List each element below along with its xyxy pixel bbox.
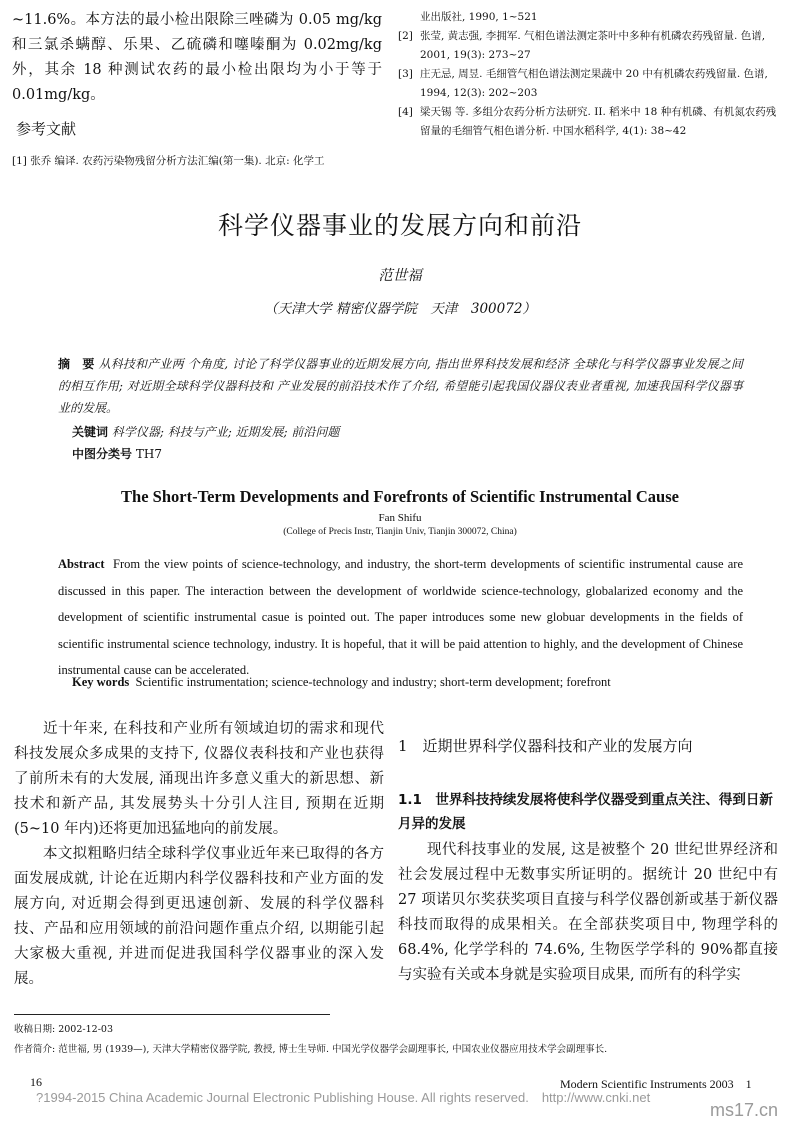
references-right-column — [398, 8, 783, 141]
continuation-text-block — [12, 8, 382, 108]
chinese-keywords — [72, 421, 339, 443]
abstract-label: 摘 要 — [58, 357, 95, 371]
section-heading: 1 近期世界科学仪器科技和产业的发展方向 — [398, 737, 693, 755]
english-affiliation: (College of Precis Instr, Tianjin Univ, Tianjin 300072, China) — [283, 527, 517, 537]
reference-text: 梁天锡 等. 多组分农药分析方法研究. II. 稻米中 18 种有机磷、有机氮农药残留量的毛细管气相色谱分析. 中国水稻科学, 4(1): 38~42 — [420, 106, 777, 137]
reference-item-1-continued — [398, 8, 783, 27]
body-left-column — [14, 717, 384, 992]
english-abstract — [58, 551, 743, 684]
keywords-label: 关键词 — [72, 425, 109, 439]
reference-number: [3] — [398, 68, 413, 80]
footnote-received-date: 收稿日期: 2002-12-03 — [14, 1024, 113, 1035]
reference-number: [4] — [398, 106, 413, 118]
references-title: 参考文献 — [16, 120, 77, 138]
reference-item-1 — [12, 152, 392, 171]
article-affiliation: （天津大学 精密仪器学院 天津 300072） — [264, 301, 536, 317]
reference-item-4 — [398, 103, 783, 141]
reference-text: 业出版社, 1990, 1~521 — [420, 11, 538, 23]
reference-item-3 — [398, 65, 783, 103]
body-paragraph: 现代科技事业的发展, 这是被整个 20 世纪世界经济和社会发展过程中无数事实所证明的。据统计 20 世纪中有 27 项诺贝尔奖获奖项目直接与科学仪器创新或基于新仪器科技而取得的成果相关。在全部获奖项目中, 物理学科的 68.4%, 化学学科的 74.6%, 生物医学学科的 90%都直接与实验有关或本身就是实验项目成果, 而所有的科学实 — [398, 842, 778, 983]
footnote-divider — [14, 1014, 330, 1015]
clc-label: 中图分类号 — [72, 447, 133, 461]
english-keywords-text: Scientific instrumentation; science-technology and industry; short-term development; forefront — [135, 675, 611, 689]
body-paragraph: 本文拟粗略归结全球科学仪事业近年来已取得的各方面发展成就, 计论在近期内科学仪器科技和产业方面的发展方向, 对近期会得到更迅速创新、发展的科学仪器科技、产品和应用领域的前沿问题作重点介绍, 以期能引起大家极大重视, 并进而促进我国科学仪器事业的深入发展。 — [14, 846, 384, 987]
english-abstract-label: Abstract — [58, 557, 105, 571]
reference-number — [398, 8, 420, 27]
reference-text: 庄无忌, 周昱. 毛细管气相色谱法测定果蔬中 20 中有机磷农药残留量. 色谱, 1994, 12(3): 202~203 — [420, 68, 768, 99]
footnote-author-bio: 作者简介: 范世福, 男 (1939—), 天津大学精密仪器学院, 教授, 博士生导师. 中国光学仪器学会副理事长, 中国农业仪器应用技术学会副理事长. — [14, 1044, 608, 1055]
reference-number: [2] — [398, 30, 413, 42]
reference-text: 张乔 编译. 农药污染物残留分析方法汇编(第一集). 北京: 化学工 — [30, 155, 325, 167]
copyright-notice: ?1994-2015 China Academic Journal Electronic Publishing House. All rights reserved. http://www.cnki.net — [36, 1090, 651, 1105]
article-title: 科学仪器事业的发展方向和前沿 — [217, 211, 582, 240]
continuation-paragraph: ~11.6%。本方法的最小检出限除三唑磷为 0.05 mg/kg和三氯杀螨醇、乐果、乙硫磷和噻嗪酮为 0.02mg/kg外，其余 18 种测试农药的最小检出限均为小于等于 0.01mg/kg。 — [12, 12, 382, 103]
english-title: The Short-Term Developments and Forefronts of Scientific Instrumental Cause — [121, 487, 679, 506]
reference-number: [1] — [12, 155, 27, 167]
keywords-text: 科学仪器; 科技与产业; 近期发展; 前沿问题 — [111, 425, 340, 439]
english-abstract-text: From the view points of science-technology, and industry, the short-term developments of scientific instrumental cause are discussed in this paper. The interaction between the development of worldwide science-technology, globalarized economy and the development of scientific instrumental casue is pointed out. The paper introduces some new globuar developments in the fields of scientific instrumental science technology, industry. It is hopeful, that it will be paid attention to highly, and the development of Chinese instrumental cause can be accelerated. — [58, 557, 743, 677]
page-number: 16 — [30, 1075, 42, 1089]
english-keywords-label: Key words — [72, 675, 130, 689]
clc-value: TH7 — [135, 447, 162, 461]
journal-footer: Modern Scientific Instruments 2003 1 — [560, 1077, 752, 1091]
body-right-column — [398, 838, 778, 988]
body-paragraph: 近十年来, 在科技和产业所有领域迫切的需求和现代科技发展众多成果的支持下, 仪器仪表科技和产业也获得了前所未有的大发展, 涌现出许多意义重大的新思想、新技术和新产品, 其发展势头十分引人注目, 预期在近期 (5~10 年内)还将更加迅猛地向的前发展。 — [14, 721, 384, 837]
subsection-heading: 1.1 世界科技持续发展将使科学仪器受到重点关注、得到日新月异的发展 — [398, 792, 773, 832]
abstract-text: 从科技和产业两 个角度, 讨论了科学仪器事业的近期发展方向, 指出世界科技发展和经济 全球化与科学仪器事业发展之间的相互作用; 对近期全球科学仪器科技和 产业发展的前沿技术作了介绍, 希望能引起我国仪器仪表业者重视, 加速我国科学仪器事业的发展。 — [58, 357, 743, 415]
site-watermark: ms17.cn — [710, 1100, 779, 1120]
classification-number — [72, 443, 162, 465]
article-author: 范世福 — [378, 268, 422, 284]
english-author: Fan Shifu — [378, 512, 422, 524]
reference-item-2 — [398, 27, 783, 65]
reference-text: 张莹, 黄志强, 李拥军. 气相色谱法测定茶叶中多种有机磷农药残留量. 色谱, 2001, 19(3): 273~27 — [420, 30, 766, 61]
english-keywords — [72, 671, 772, 693]
chinese-abstract — [58, 353, 743, 419]
